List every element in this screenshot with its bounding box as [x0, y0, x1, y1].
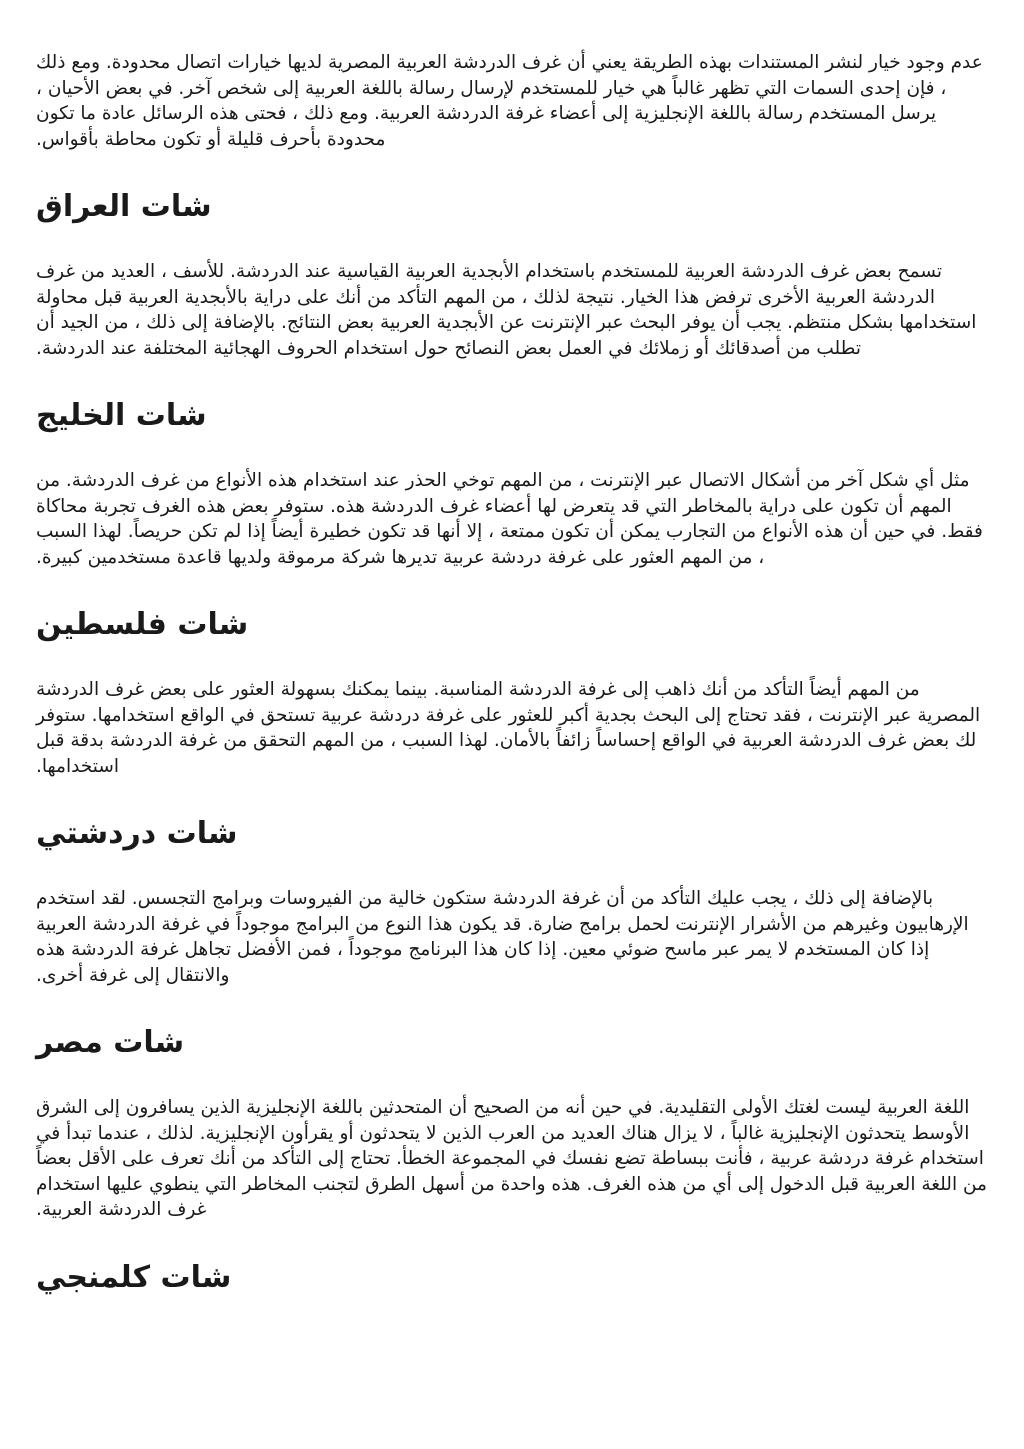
section-paragraph: من المهم أيضاً التأكد من أنك ذاهب إلى غرفة الدردشة المناسبة. بينما يمكنك بسهولة العثور على بعض غرف الدردشة المصرية عبر الإنترنت ، فقد تحتاج إلى البحث بجدية أكبر للعثور على غرفة دردشة عربية تستحق في الواقع استخدامها. ستوفر لك بعض غرف الدردشة العربية في الواقع إحساساً زائفاً بالأمان. لهذا السبب ، من المهم التحقق من غرفة الدردشة بدقة قبل استخدامها. — [36, 679, 981, 777]
section-paragraph: مثل أي شكل آخر من أشكال الاتصال عبر الإنترنت ، من المهم توخي الحذر عند استخدام هذه الأنواع من غرف الدردشة. من المهم أن تكون على دراية بالمخاطر التي قد يتعرض لها أعضاء غرف الدردشة هذه. ستوفر بعض هذه الغرف تجربة محاكاة فقط. في حين أن هذه الأنواع من التجارب يمكن أن تكون ممتعة ، إلا أنها قد تكون خطيرة أيضاً إذا لم تكن حريصاً. لهذا السبب ، من المهم العثور على غرفة دردشة عربية تديرها شركة مرموقة ولديها قاعدة مستخدمين كبيرة. — [36, 470, 983, 568]
section-paragraph: اللغة العربية ليست لغتك الأولى التقليدية. في حين أنه من الصحيح أن المتحدثين باللغة الإنجليزية الذين يسافرون إلى الشرق الأوسط يتحدثون الإنجليزية غالباً ، لا يزال هناك العديد من العرب الذين لا يتحدثون أو يقرأون الإنجليزية. لذلك ، عندما تبدأ في استخدام غرفة دردشة عربية ، فأنت ببساطة تضع نفسك في المجموعة الخطأ. تحتاج إلى التأكد من أنك تعرف على الأقل بعضاً من اللغة العربية قبل الدخول إلى أي من هذه الغرف. هذه واحدة من أسهل الطرق لتجنب المخاطر التي ينطوي عليها استخدام غرف الدردشة العربية. — [36, 1097, 987, 1220]
section-heading: شات العراق — [36, 189, 212, 224]
section-dardashti — [36, 816, 988, 988]
section-heading: شات مصر — [36, 1025, 185, 1060]
section-paragraph: تسمح بعض غرف الدردشة العربية للمستخدم باستخدام الأبجدية العربية القياسية عند الدردشة. للأسف ، العديد من غرف الدردشة العربية الأخرى ترفض هذا الخيار. نتيجة لذلك ، من المهم التأكد من أنك على دراية بالأبجدية العربية قبل محاولة استخدامها بشكل منتظم. يجب أن يوفر البحث عبر الإنترنت عن الأبجدية العربية بعض النتائج. بالإضافة إلى ذلك ، من الجيد أن تطلب من أصدقائك أو زملائك في العمل بعض النصائح حول استخدام الحروف الهجائية المختلفة عند الدردشة. — [36, 261, 977, 359]
section-palestine — [36, 607, 988, 779]
section-heading: شات كلمنجي — [36, 1259, 232, 1295]
section-iraq — [36, 189, 988, 361]
section-kalamanji — [36, 1260, 988, 1296]
section-heading: شات فلسطين — [36, 607, 249, 642]
section-gulf — [36, 398, 988, 570]
section-heading: شات الخليج — [36, 398, 207, 433]
section-egypt — [36, 1025, 988, 1223]
section-heading: شات دردشتي — [36, 816, 238, 851]
intro-paragraph: عدم وجود خيار لنشر المستندات بهذه الطريقة يعني أن غرف الدردشة العربية المصرية لديها خيارات اتصال محدودة. ومع ذلك ، فإن إحدى السمات التي تظهر غالباً هي خيار للمستخدم لإرسال رسالة باللغة العربية إلى شخص آخر. في بعض الأحيان ، يرسل المستخدم رسالة باللغة الإنجليزية إلى أعضاء غرفة الدردشة العربية. ومع ذلك ، فحتى هذه الرسائل عادة ما تكون محدودة بأحرف قليلة أو تكون محاطة بأقواس. — [36, 52, 983, 150]
section-paragraph: بالإضافة إلى ذلك ، يجب عليك التأكد من أن غرفة الدردشة ستكون خالية من الفيروسات وبرامج التجسس. لقد استخدم الإرهابيون وغيرهم من الأشرار الإنترنت لحمل برامج ضارة. قد يكون هذا النوع من البرامج موجوداً في غرفة الدردشة العربية إذا كان المستخدم لا يمر عبر ماسح ضوئي معين. إذا كان هذا البرنامج موجوداً ، فمن الأفضل تجاهل غرفة الدردشة هذه والانتقال إلى غرفة أخرى. — [36, 888, 969, 986]
